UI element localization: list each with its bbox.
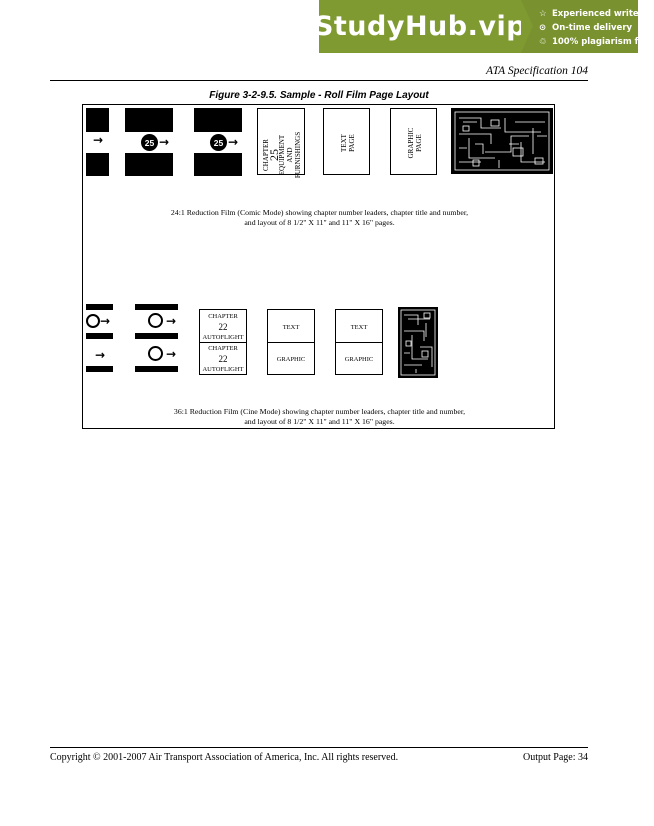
feature-item [539,7,654,21]
text-page-vertical [340,109,356,177]
page-divider [268,342,314,343]
chapter-leader-circle: 25 [210,134,227,151]
chapter-title-vertical [262,121,302,189]
chapter-leader-circle: 25 [141,134,158,151]
text-page-label: PAGE [348,134,356,152]
feature-label: Experienced writers [551,9,648,19]
chapter-word: CHAPTER [262,139,270,171]
comic-caption [83,208,556,228]
film-leader-black [135,304,178,310]
text-label: TEXT [350,324,368,331]
caption-line: 24:1 Reduction Film (Comic Mode) showing chapter number leaders, chapter title and number, [170,208,469,217]
studyhub-banner[interactable] [313,0,654,53]
arrow-right-icon: → [166,314,177,328]
output-page-number: Output Page: 34 [523,752,588,763]
text-page-label: TEXT [340,134,348,152]
graphic-label: GRAPHIC [276,356,306,363]
film-leader-black [86,153,109,176]
logo-text: StudyHub.vip [313,11,527,42]
cine-chapter-title-page [199,309,247,375]
chapter-title: AUTOFLIGHT [202,334,244,341]
cine-caption [83,407,556,427]
film-leader-black [194,108,242,132]
film-leader-black [86,108,109,132]
caption-line: and layout of 8 1/2" X 11" and 11" X 16" pages. [244,417,395,426]
arrow-right-icon: → [95,348,106,362]
chapter-leader-circle [86,314,100,328]
graphic-page-label: GRAPHIC [407,127,415,159]
graphic-page-label: PAGE [415,134,423,152]
schematic-image [398,307,438,378]
graphic-page-vertical [407,109,423,177]
chapter-title-line: FURNISHINGS [294,131,302,179]
text-label: TEXT [282,324,300,331]
header-rule [50,80,588,81]
logo-arrow-shape [521,0,533,53]
chapter-number: 25 [267,149,281,161]
studyhub-logo[interactable] [313,0,527,53]
feature-label: 100% plagiarism free [551,37,654,47]
arrow-right-icon: → [166,347,177,361]
badge-icon: ♲ [539,37,547,47]
clock-icon: ⊙ [539,23,547,33]
page-divider [200,342,246,343]
copyright-text: Copyright © 2001-2007 Air Transport Association of America, Inc. All rights reserved. [50,752,399,763]
film-leader-black [86,366,113,372]
film-leader-black [86,333,113,339]
chapter-title-line: EQUIPMENT [278,134,286,176]
feature-item [539,21,654,35]
caption-line: 36:1 Reduction Film (Cine Mode) showing chapter number leaders, chapter title and number, [173,407,466,416]
chapter-title-page [257,108,305,179]
graphic-page [390,108,437,175]
feature-list [539,7,654,49]
chapter-leader-circle [148,346,163,361]
cine-text-graphic-page [267,309,315,375]
film-leader-black [135,333,178,339]
film-leader-black [125,153,173,176]
schematic-image [451,108,553,174]
arrow-right-icon: → [228,135,239,149]
film-leader-black [194,153,242,176]
arrow-right-icon: → [93,133,104,147]
chapter-word: CHAPTER [208,313,238,320]
spec-label: ATA Specification 104 [486,65,588,77]
arrow-right-icon: → [100,314,111,328]
page-divider [336,342,382,343]
feature-item [539,35,654,49]
chapter-word: CHAPTER [208,345,238,352]
figure-title: Figure 3-2-9.5. Sample - Roll Film Page Layout [209,90,429,101]
cine-text-graphic-page [335,309,383,375]
graphic-label: GRAPHIC [344,356,374,363]
chapter-number: 22 [218,354,228,364]
film-leader-black [86,304,113,310]
star-icon: ☆ [539,9,547,19]
chapter-number: 22 [218,322,228,332]
film-leader-black [125,108,173,132]
chapter-title-line: AND [286,147,294,163]
caption-line: and layout of 8 1/2" X 11" and 11" X 16" pages. [244,218,395,227]
film-leader-black [135,366,178,372]
feature-label: On-time delivery [551,23,633,33]
chapter-leader-circle [148,313,163,328]
footer-rule [50,747,588,748]
arrow-right-icon: → [159,135,170,149]
roll-film-figure [82,104,555,429]
text-page [323,108,370,175]
chapter-title: AUTOFLIGHT [202,366,244,373]
